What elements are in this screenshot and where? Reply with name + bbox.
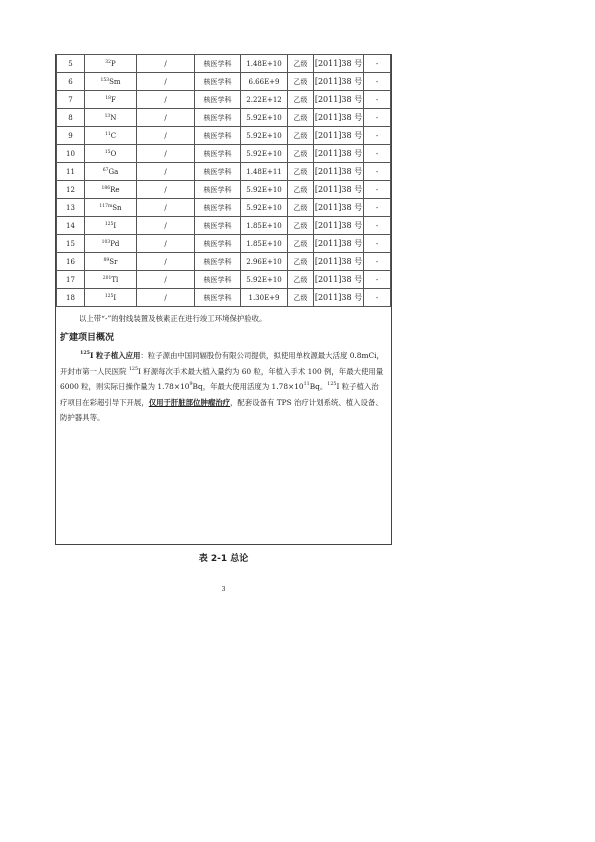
cell-grade: 乙级 (288, 127, 314, 145)
table-row (57, 217, 391, 235)
cell-grade: 乙级 (288, 253, 314, 271)
cell-status: - (364, 163, 391, 181)
nuclide-table (56, 54, 391, 307)
cell-grade: 乙级 (288, 289, 314, 307)
cell-department: 核医学科 (195, 181, 241, 199)
cell-department: 核医学科 (195, 73, 241, 91)
cell-department: 核医学科 (195, 91, 241, 109)
cell-nuclide: $^{15}$O (85, 145, 137, 163)
cell-activity: 2.96E+10 (241, 253, 288, 271)
cell-document: [2011]38 号 (314, 289, 364, 307)
table-row (57, 163, 391, 181)
cell-grade: 乙级 (288, 235, 314, 253)
cell-number: 7 (57, 91, 85, 109)
cell-slash: / (137, 55, 195, 73)
cell-activity: 1.85E+10 (241, 235, 288, 253)
table-row (57, 73, 391, 91)
cell-document: [2011]38 号 (314, 145, 364, 163)
cell-grade: 乙级 (288, 217, 314, 235)
cell-department: 核医学科 (195, 55, 241, 73)
cell-nuclide: $^{13}$N (85, 109, 137, 127)
table-row (57, 199, 391, 217)
cell-number: 13 (57, 199, 85, 217)
cell-activity: 5.92E+10 (241, 145, 288, 163)
cell-number: 8 (57, 109, 85, 127)
cell-document: [2011]38 号 (314, 55, 364, 73)
cell-grade: 乙级 (288, 145, 314, 163)
cell-document: [2011]38 号 (314, 253, 364, 271)
cell-grade: 乙级 (288, 199, 314, 217)
cell-number: 10 (57, 145, 85, 163)
cell-activity: 6.66E+9 (241, 73, 288, 91)
cell-nuclide: $^{117m}$Sn (85, 199, 137, 217)
cell-slash: / (137, 145, 195, 163)
cell-activity: 5.92E+10 (241, 181, 288, 199)
cell-grade: 乙级 (288, 181, 314, 199)
cell-slash: / (137, 91, 195, 109)
cell-status: - (364, 55, 391, 73)
cell-status: - (364, 235, 391, 253)
cell-activity: 5.92E+10 (241, 271, 288, 289)
cell-document: [2011]38 号 (314, 181, 364, 199)
cell-nuclide: $^{32}$P (85, 55, 137, 73)
table-row (57, 271, 391, 289)
cell-nuclide: $^{67}$Ga (85, 163, 137, 181)
cell-slash: / (137, 181, 195, 199)
table-caption: 表 2-1 总论 (198, 554, 249, 564)
cell-activity: 5.92E+10 (241, 199, 288, 217)
cell-status: - (364, 145, 391, 163)
cell-slash: / (137, 73, 195, 91)
cell-department: 核医学科 (195, 253, 241, 271)
cell-slash: / (137, 271, 195, 289)
cell-status: - (364, 73, 391, 91)
cell-slash: / (137, 217, 195, 235)
cell-number: 11 (57, 163, 85, 181)
table-row (57, 289, 391, 307)
cell-department: 核医学科 (195, 271, 241, 289)
table-row (57, 109, 391, 127)
table-frame (55, 54, 392, 545)
cell-grade: 乙级 (288, 91, 314, 109)
cell-number: 12 (57, 181, 85, 199)
cell-nuclide: $^{153}$Sm (85, 73, 137, 91)
cell-status: - (364, 127, 391, 145)
cell-activity: 5.92E+10 (241, 109, 288, 127)
cell-activity: 5.92E+10 (241, 127, 288, 145)
cell-document: [2011]38 号 (314, 235, 364, 253)
cell-grade: 乙级 (288, 55, 314, 73)
cell-number: 15 (57, 235, 85, 253)
cell-department: 核医学科 (195, 145, 241, 163)
cell-grade: 乙级 (288, 271, 314, 289)
cell-activity: 1.48E+10 (241, 55, 288, 73)
cell-number: 14 (57, 217, 85, 235)
page-number: 3 (221, 586, 226, 593)
cell-department: 核医学科 (195, 217, 241, 235)
cell-document: [2011]38 号 (314, 73, 364, 91)
cell-department: 核医学科 (195, 199, 241, 217)
cell-nuclide: $^{125}$I (85, 289, 137, 307)
cell-status: - (364, 181, 391, 199)
table-row (57, 127, 391, 145)
cell-status: - (364, 199, 391, 217)
cell-department: 核医学科 (195, 163, 241, 181)
lead-label: $^{125}$I 粒子植入应用 (80, 350, 141, 360)
table-note: 以上带“-”的射线装置及核素正在进行竣工环境保护验收。 (79, 314, 267, 323)
cell-document: [2011]38 号 (314, 91, 364, 109)
table-row (57, 181, 391, 199)
table-row (57, 235, 391, 253)
cell-department: 核医学科 (195, 109, 241, 127)
cell-slash: / (137, 199, 195, 217)
cell-department: 核医学科 (195, 127, 241, 145)
cell-status: - (364, 289, 391, 307)
cell-activity: 2.22E+12 (241, 91, 288, 109)
cell-document: [2011]38 号 (314, 271, 364, 289)
cell-department: 核医学科 (195, 289, 241, 307)
cell-status: - (364, 271, 391, 289)
cell-activity: 1.85E+10 (241, 217, 288, 235)
cell-nuclide: $^{89}$Sr (85, 253, 137, 271)
cell-slash: / (137, 109, 195, 127)
cell-grade: 乙级 (288, 163, 314, 181)
cell-department: 核医学科 (195, 235, 241, 253)
cell-status: - (364, 91, 391, 109)
cell-activity: 1.30E+9 (241, 289, 288, 307)
cell-slash: / (137, 127, 195, 145)
cell-nuclide: $^{18}$F (85, 91, 137, 109)
cell-activity: 1.48E+11 (241, 163, 288, 181)
cell-nuclide: $^{11}$C (85, 127, 137, 145)
cell-nuclide: $^{186}$Re (85, 181, 137, 199)
cell-number: 17 (57, 271, 85, 289)
cell-document: [2011]38 号 (314, 109, 364, 127)
cell-status: - (364, 253, 391, 271)
cell-document: [2011]38 号 (314, 163, 364, 181)
table-row (57, 253, 391, 271)
cell-grade: 乙级 (288, 73, 314, 91)
project-paragraph: $^{125}$I 粒子植入应用：粒子源由中国同辐股份有限公司提供，拟使用单枚源最大活度 0.8mCi，开封市第一人民医院 $^{125}$I 籽源每次手术最大植入量约为 60 粒，年植入手术 100 例，年最大使用量 6000 粒，则实际日操作量为 $1.78\times 10^9Bq$，年最大使用活度为 $1.78\times 10^{11}Bq$。$^{125}$I 粒子植入治疗项目在彩超引导下开展，仅用于肝脏部位肿瘤治疗，配套设备有 TPS 治疗计划系统、植入设备、防护器具等。 (60, 350, 384, 422)
cell-document: [2011]38 号 (314, 127, 364, 145)
table-row (57, 55, 391, 73)
cell-slash: / (137, 253, 195, 271)
cell-status: - (364, 109, 391, 127)
cell-number: 5 (57, 55, 85, 73)
cell-document: [2011]38 号 (314, 217, 364, 235)
cell-nuclide: $^{125}$I (85, 217, 137, 235)
table-row (57, 145, 391, 163)
cell-number: 16 (57, 253, 85, 271)
cell-number: 6 (57, 73, 85, 91)
cell-grade: 乙级 (288, 109, 314, 127)
cell-number: 18 (57, 289, 85, 307)
cell-slash: / (137, 163, 195, 181)
cell-number: 9 (57, 127, 85, 145)
emphasis-text: 仅用于肝脏部位肿瘤治疗 (148, 397, 231, 407)
cell-slash: / (137, 289, 195, 307)
cell-slash: / (137, 235, 195, 253)
cell-document: [2011]38 号 (314, 199, 364, 217)
cell-nuclide: $^{103}$Pd (85, 235, 137, 253)
cell-nuclide: $^{201}$Tl (85, 271, 137, 289)
table-row (57, 91, 391, 109)
section-heading: 扩建项目概况 (60, 333, 115, 343)
cell-status: - (364, 217, 391, 235)
